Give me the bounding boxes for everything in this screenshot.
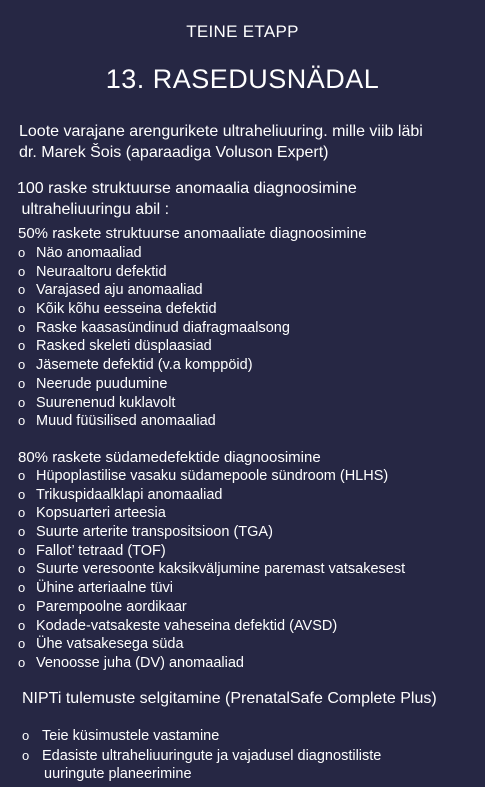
anomalies-title-line-1: 100 raske struktuurse anomaalia diagnoosimine <box>17 180 357 197</box>
cardiac-list <box>18 467 405 673</box>
list-item: o Teie küsimustele vastamine <box>22 728 220 744</box>
list-item: o Edasiste ultraheliuuringute ja vajadusel diagnostiliste uuringute planeerimine <box>22 748 382 782</box>
anomalies-title <box>17 178 357 220</box>
structural-heading: 50% raskete struktuurse anomaaliate diagnoosimine <box>18 225 367 242</box>
bullet-icon: o <box>18 617 26 633</box>
list-item: o Varajased aju anomaaliad <box>18 282 203 299</box>
intro-text <box>19 121 423 163</box>
nipt-title: NIPTi tulemuste selgitamine (PrenatalSafe Complete Plus) <box>22 690 437 707</box>
list-item: o Suurte arterite transpositsioon (TGA) <box>18 524 273 541</box>
week-title: 13. RASEDUSNÄDAL <box>105 64 380 94</box>
list-item: o Fallot’ tetraad (TOF) <box>18 542 166 559</box>
bullet-icon: o <box>18 375 26 391</box>
structural-list <box>18 244 290 431</box>
list-item: o Näo anomaaliad <box>18 245 142 261</box>
list-item: o Neerude puudumine <box>18 375 168 392</box>
list-item: o Raske kaasasündinud diafragmaalsong <box>18 319 290 336</box>
list-item: o Hüpoplastilise vasaku südamepoole sündroom (HLHS) <box>18 468 389 484</box>
bullet-icon: o <box>18 580 26 596</box>
list-item: o Kodade-vatsakeste vaheseina defektid (AVSD) <box>18 617 338 634</box>
bullet-icon: o <box>18 542 26 558</box>
bullet-icon: o <box>22 748 30 763</box>
bullet-icon: o <box>18 413 26 429</box>
bullet-icon: o <box>18 319 26 335</box>
bullet-icon: o <box>18 301 26 317</box>
bullet-icon: o <box>18 654 26 670</box>
list-item: o Trikuspidaalklapi anomaaliad <box>18 486 223 503</box>
list-item: o Ühe vatsakesega süda <box>18 636 184 653</box>
list-item: o Suurte veresoonte kaksikväljumine paremast vatsakesest <box>18 561 406 578</box>
stage-title: TEINE ETAPP <box>186 22 299 41</box>
list-item: o Kõik kõhu eesseina defektid <box>18 301 217 318</box>
bullet-icon: o <box>18 357 26 373</box>
list-item: o Neuraaltoru defektid <box>18 263 167 280</box>
list-item: o Jäsemete defektid (v.a komppöid) <box>18 357 253 374</box>
bullet-icon: o <box>18 636 26 652</box>
intro-line-1: Loote varajane arengurikete ultraheliuuring. mille viib läbi <box>19 123 423 140</box>
bullet-icon: o <box>18 394 26 410</box>
bullet-icon: o <box>18 245 26 260</box>
bullet-icon: o <box>18 282 26 298</box>
intro-line-2: dr. Marek Šois (aparaadiga Voluson Expert) <box>19 144 329 161</box>
bullet-icon: o <box>18 338 26 354</box>
cardiac-heading: 80% raskete südamedefektide diagnoosimine <box>18 449 321 466</box>
bullet-icon: o <box>18 561 26 577</box>
list-item: o Suurenenud kuklavolt <box>18 394 176 411</box>
list-item: o Venoosse juha (DV) anomaaliad <box>18 654 244 671</box>
list-item: o Kopsuarteri arteesia <box>18 505 166 522</box>
bullet-icon: o <box>18 486 26 502</box>
bullet-icon: o <box>18 468 26 483</box>
bullet-icon: o <box>18 263 26 279</box>
bullet-icon: o <box>18 505 26 521</box>
anomalies-title-line-2: ultraheliuuringu abil : <box>17 201 170 218</box>
nipt-list <box>22 727 381 785</box>
list-item: o Muud füüsilised anomaaliad <box>18 413 216 430</box>
bullet-icon: o <box>22 728 30 743</box>
list-item: o Ühine arteriaalne tüvi <box>18 580 174 597</box>
list-item: o Parempoolne aordikaar <box>18 598 187 615</box>
bullet-icon: o <box>18 524 26 540</box>
list-item: o Rasked skeleti düsplaasiad <box>18 338 212 355</box>
bullet-icon: o <box>18 598 26 614</box>
